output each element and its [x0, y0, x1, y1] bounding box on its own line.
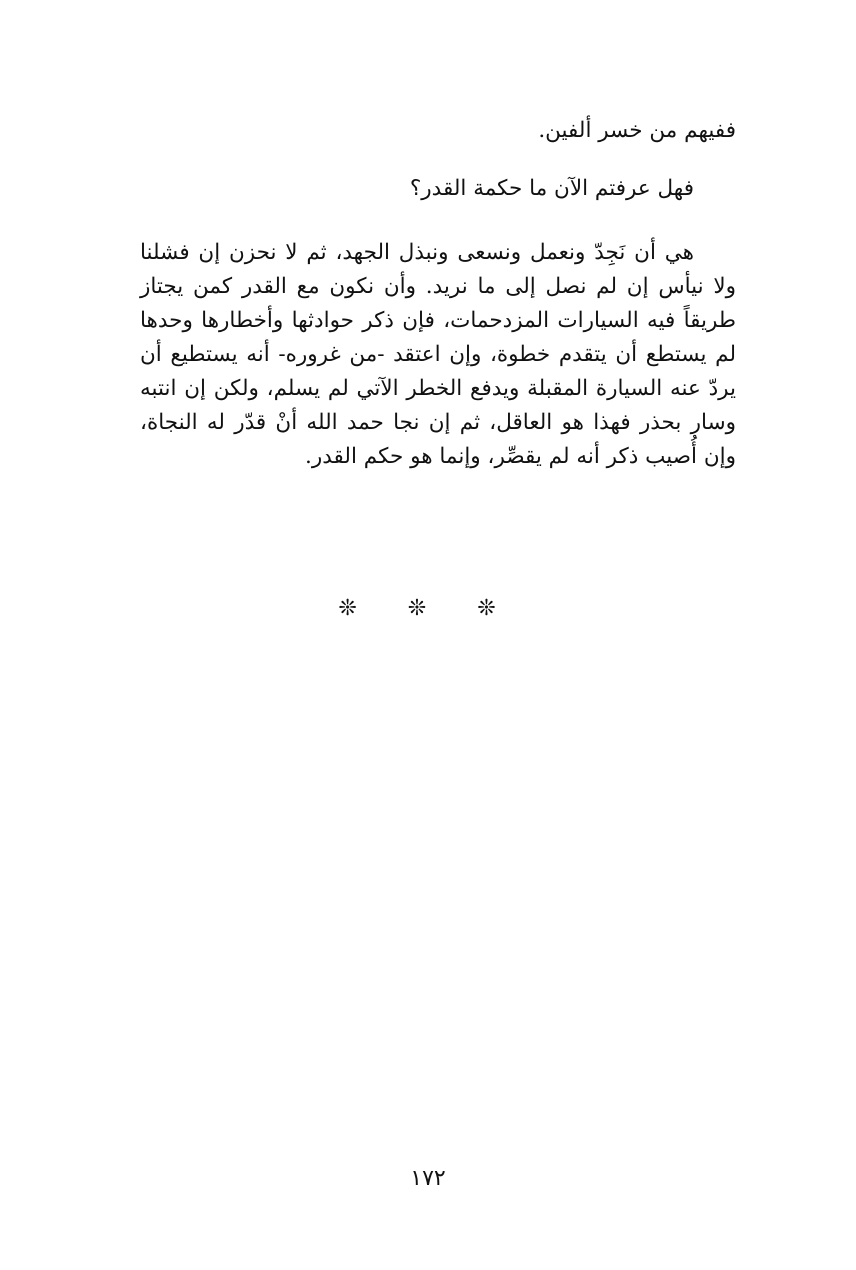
page-number: ١٧٢ [410, 1166, 446, 1191]
section-divider-ornament: ❊ ❊ ❊ [338, 596, 518, 621]
text-line-closing: ففيهم من خسر ألفين. [538, 118, 736, 143]
body-paragraph: هي أن نَجِدّ ونعمل ونسعى ونبذل الجهد، ثم لا نحزن إن فشلنا ولا نيأس إن لم نصل إلى ما نريد. وأن نكون مع القدر كمن يجتاز طريقاً فيه السيارات المزدحمات، فإن ذكر حوادثها وأخطارها وحدها لم يستطع أن يتقدم خطوة، وإن اعتقد -من غروره- أنه يستطيع أن يردّ عنه السيارة المقبلة ويدفع الخطر الآتي لم يسلم، ولكن إن انتبه وسار بحذر فهذا هو العاقل، ثم إن نجا حمد الله أنْ قدّر له النجاة، وإن أُصيب ذكر أنه لم يقصِّر، وإنما هو حكم القدر. [140, 240, 736, 469]
text-line-question: فهل عرفتم الآن ما حكمة القدر؟ [409, 176, 694, 201]
